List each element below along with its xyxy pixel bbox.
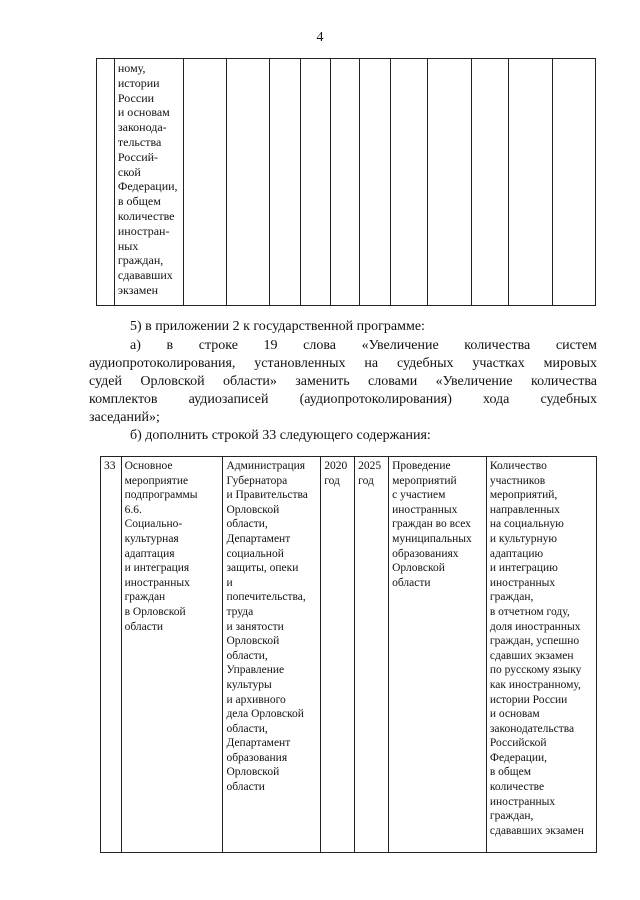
start-year: 2020 год (321, 457, 355, 853)
table-cell-text: ному, истории России и основам законода- тельства Россий- ской Федерации, в общем количестве иностран- ных граждан, сдававших экзамен (114, 59, 183, 306)
row-number: 33 (101, 457, 122, 853)
end-year: 2025 год (355, 457, 389, 853)
amendment-a-line2: аудиопротоколирования, установленных на судебных участках мировых (89, 356, 597, 371)
table-cell (270, 59, 301, 306)
expected-result: Проведение мероприятий с участием иностранных граждан во всех муниципальных образованиях Орловской области (389, 457, 487, 853)
top-table (96, 58, 596, 306)
amendment-a-line3: судей Орловской области» заменить словами «Увеличение количества (89, 374, 597, 389)
amendment-a-line4: комплектов аудиозаписей (аудиопротоколирования) хода судебных (89, 392, 597, 407)
event-name: Основное мероприятие подпрограммы 6.6. Социально- культурная адаптация и интеграция иностранных граждан в Орловской области (121, 457, 223, 853)
amendment-heading: 5) в приложении 2 к государственной программе: (130, 319, 425, 334)
table-cell (471, 59, 509, 306)
table-cell (552, 59, 595, 306)
table-cell (300, 59, 331, 306)
amendment-b-line: б) дополнить строкой 33 следующего содержания: (130, 428, 431, 443)
table-cell (226, 59, 269, 306)
table-cell (97, 59, 115, 306)
table-cell (509, 59, 552, 306)
table-cell (331, 59, 360, 306)
table-cell (428, 59, 471, 306)
indicator: Количество участников мероприятий, направленных на социальную и культурную адаптацию и интеграцию иностранных граждан, в отчетном году, доля иностранных граждан, успешно сдавших экзамен по русскому языку как иностранному, истории России и основам законодательства Российской Федерации, в общем количестве иностранных граждан, сдававших экзамен (486, 457, 596, 853)
table-cell (183, 59, 226, 306)
amendment-a-line5: заседаний»; (89, 410, 160, 425)
page-number: 4 (316, 30, 324, 45)
amendment-a-line1: а) в строке 19 слова «Увеличение количества систем (130, 338, 597, 353)
row-33-table (100, 456, 597, 853)
table-cell (390, 59, 428, 306)
executors: Администрация Губернатора и Правительства Орловской области, Департамент социальной защиты, опеки и попечительства, труда и занятости Орловской области, Управление культуры и архивного дела Орловской области, Департамент образования Орловской области (223, 457, 321, 853)
table-cell (360, 59, 391, 306)
